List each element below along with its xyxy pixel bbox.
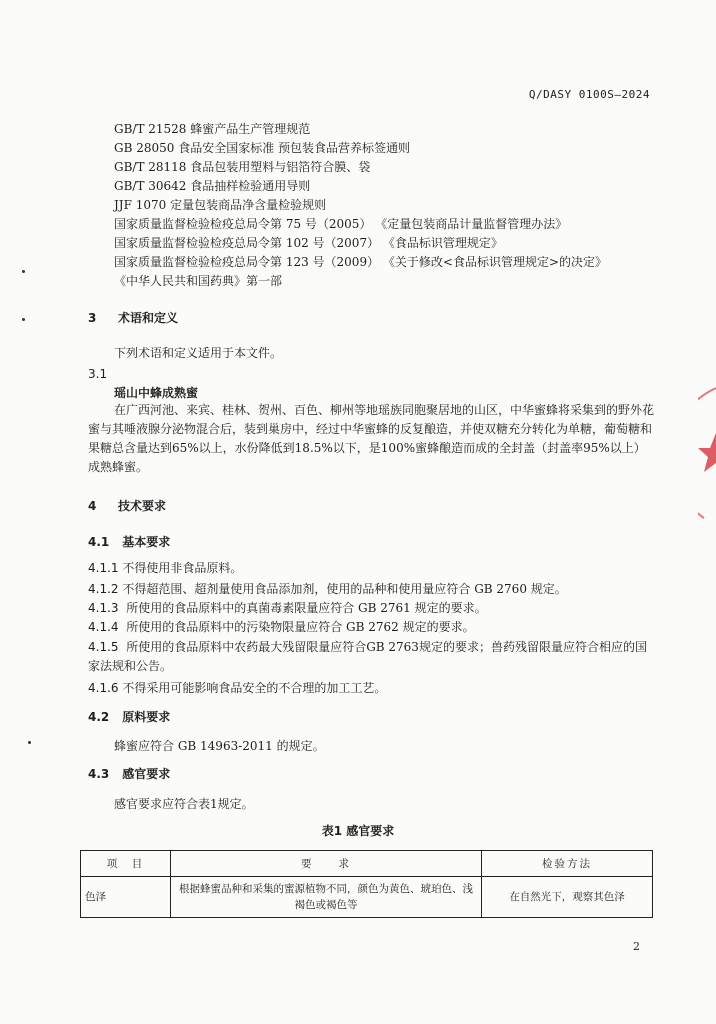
section-title: 技术要求 [118,499,167,513]
section-4-heading [88,497,166,515]
section-number: 3 [88,311,97,325]
section-4-3-heading [88,765,170,783]
scan-speck [28,741,31,744]
requirement-item [88,679,386,697]
item-number: 4.1.3 [88,601,119,615]
item-text: 不得超范围、超剂量使用食品添加剂，使用的品种和使用量应符合 GB 2760 规定。 [122,582,567,596]
term-definition: 在广西河池、来宾、桂林、贺州、百色、柳州等地瑶族同胞聚居地的山区，中华蜜蜂将采集到的野外花蜜与其唾液腺分泌物混合后，装到巢房中，经过中华蜜蜂的反复酿造，并使双糖充分转化为单糖，葡萄糖和果糖总含量达到65%以上，水份降低到18.5%以下，是100%蜜蜂酿造而成的全封盖（封盖率95%以上）成熟蜂蜜。 [88,403,655,474]
seal-star-icon [698,378,716,528]
table-cell-method: 在自然光下，观察其色泽 [482,877,653,918]
item-number: 4.1.6 [88,681,119,695]
section-4-2-heading [88,708,170,726]
section-number: 4.2 [88,710,110,724]
reference-line: GB/T 30642 食品抽样检验通用导则 [114,179,311,193]
requirement-item [88,618,475,636]
page-number: 2 [633,940,640,953]
section-3-intro: 下列术语和定义适用于本文件。 [114,346,283,360]
column-header: 项 目 [81,851,171,877]
section-4-2-text: 蜂蜜应符合 GB 14963-2011 的规定。 [114,739,325,753]
section-4-1-heading [88,533,170,551]
scan-speck [22,270,25,273]
section-number: 4.1 [88,535,110,549]
requirement-item [88,599,487,617]
section-title: 基本要求 [122,535,171,549]
reference-line: 《中华人民共和国药典》第一部 [114,274,283,288]
column-header: 检验方法 [482,851,653,877]
scan-speck [22,318,25,321]
item-text: 所使用的食品原料中的真菌毒素限量应符合 GB 2761 规定的要求。 [126,601,487,615]
section-title: 原料要求 [122,710,171,724]
section-number: 4.3 [88,767,110,781]
reference-line: 国家质量监督检验检疫总局令第 75 号（2005） 《定量包装商品计量监督管理办法》 [114,217,568,231]
official-seal [698,378,716,528]
reference-line: 国家质量监督检验检疫总局令第 102 号（2007） 《食品标识管理规定》 [114,236,503,250]
sensory-requirements-table [80,850,653,918]
section-3-heading [88,309,178,327]
table-title: 表1 感官要求 [321,824,395,838]
requirement-item [88,580,567,598]
item-number: 4.1.5 [88,640,119,654]
document-code: Q/DASY 0100S—2024 [528,88,650,101]
section-number: 4 [88,499,97,513]
section-title: 感官要求 [122,767,171,781]
column-header: 要 求 [171,851,482,877]
item-text: 所使用的食品原料中农药最大残留限量应符合GB 2763规定的要求；兽药残留限量应符合相应的国家法规和公告。 [88,640,647,673]
item-text: 所使用的食品原料中的污染物限量应符合 GB 2762 规定的要求。 [126,620,475,634]
table-cell-requirement: 根据蜂蜜品种和采集的蜜源植物不同，颜色为黄色、琥珀色、浅褐色或褐色等 [171,877,482,918]
reference-line: 国家质量监督检验检疫总局令第 123 号（2009） 《关于修改<食品标识管理规定>的决定》 [114,255,607,269]
section-4-3-text: 感官要求应符合表1规定。 [114,797,254,811]
table-cell-item: 色泽 [81,877,171,918]
item-text: 不得采用可能影响食品安全的不合理的加工工艺。 [122,681,387,695]
reference-line: GB/T 28118 食品包装用塑料与铝箔符合膜、袋 [114,160,371,174]
table-header-row [81,851,653,877]
requirement-item [88,638,654,676]
reference-line: GB 28050 食品安全国家标准 预包装食品营养标签通则 [114,141,411,155]
item-number: 4.1.4 [88,620,119,634]
table-row [81,877,653,918]
term-title: 瑶山中蜂成熟蜜 [114,386,199,400]
reference-line: GB/T 21528 蜂蜜产品生产管理规范 [114,122,311,136]
requirement-item [88,559,242,577]
term-number: 3.1 [88,367,108,381]
item-number: 4.1.1 [88,561,119,575]
item-text: 不得使用非食品原料。 [122,561,243,575]
reference-line: JJF 1070 定量包装商品净含量检验规则 [114,198,327,212]
section-title: 术语和定义 [118,311,179,325]
item-number: 4.1.2 [88,582,119,596]
